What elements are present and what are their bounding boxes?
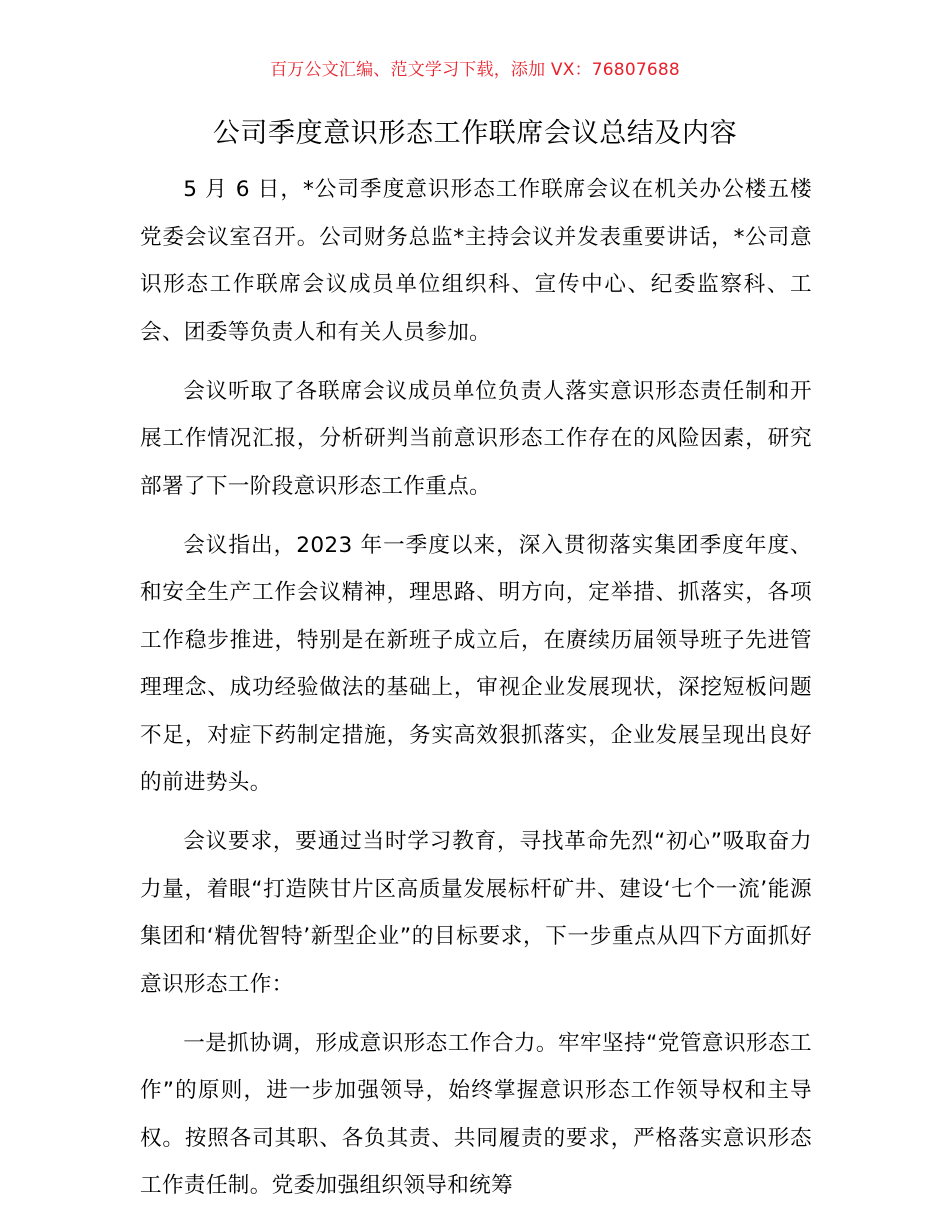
- paragraph-5: 一是抓协调，形成意识形态工作合力。牢牢坚持“党管意识形态工作”的原则，进一步加强领导，始终掌握意识形态工作领导权和主导权。按照各司其职、各负其责、共同履责的要求，严格落实意识形态工作责任制。党委加强组织领导和统筹: [140, 1030, 812, 1198]
- paragraph-1: 5 月 6 日，*公司季度意识形态工作联席会议在机关办公楼五楼党委会议室召开。公司财务总监*主持会议并发表重要讲话，*公司意识形态工作联席会议成员单位组织科、宣传中心、纪委监察科、工会、团委等负责人和有关人员参加。: [140, 177, 812, 345]
- header-banner: 百万公文汇编、范文学习下载，添加 VX：76807688: [270, 60, 680, 80]
- paragraph-3: 会议指出，2023 年一季度以来，深入贯彻落实集团季度年度、和安全生产工作会议精神，理思路、明方向，定举措、抓落实，各项工作稳步推进，特别是在新班子成立后，在赓续历届领导班子先进管理理念、成功经验做法的基础上，审视企业发展现状，深挖短板问题不足，对症下药制定措施，务实高效狠抓落实，企业发展呈现出良好的前进势头。: [140, 532, 812, 795]
- paragraph-2: 会议听取了各联席会议成员单位负责人落实意识形态责任制和开展工作情况汇报，分析研判当前意识形态工作存在的风险因素，研究部署了下一阶段意识形态工作重点。: [140, 378, 812, 499]
- paragraph-4: 会议要求，要通过当时学习教育，寻找革命先烈“初心”吸取奋力力量，着眼“打造陕甘片区高质量发展标杆矿井、建设‘七个一流’能源集团和‘精优智特’新型企业”的目标要求，下一步重点从四下方面抓好意识形态工作：: [140, 829, 812, 997]
- document-body: [140, 166, 812, 1221]
- document-title: 公司季度意识形态工作联席会议总结及内容: [212, 118, 738, 149]
